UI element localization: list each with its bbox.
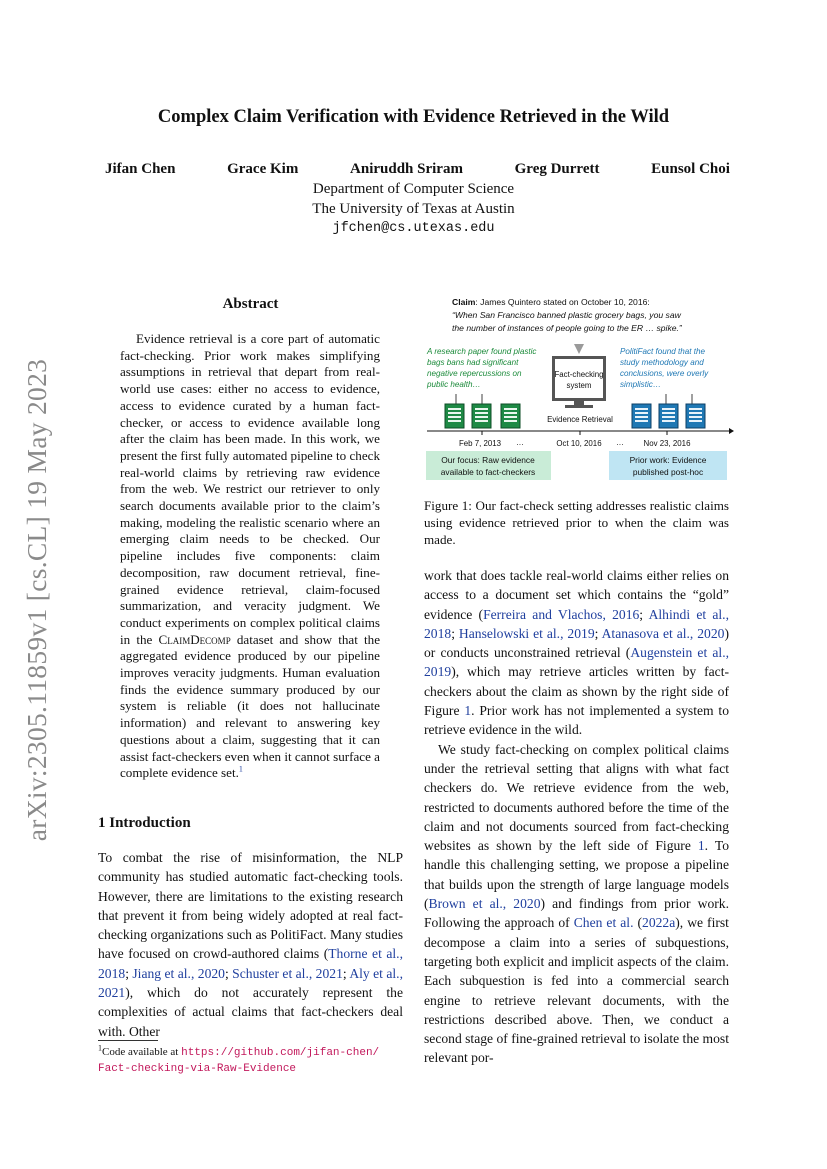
svg-text:negative repercussions on: negative repercussions on bbox=[427, 369, 522, 378]
author-email: jfchen@cs.utexas.edu bbox=[332, 221, 495, 236]
timeline-date: Oct 10, 2016 bbox=[556, 439, 602, 448]
figure-quote-line: the number of instances of people going to the ER … spike.” bbox=[452, 323, 682, 333]
paper-title: Complex Claim Verification with Evidence Retrieved in the Wild bbox=[157, 107, 670, 127]
timeline-ellipsis: … bbox=[516, 438, 524, 447]
document-icon bbox=[659, 404, 678, 428]
footnote-mark[interactable]: 1 bbox=[238, 764, 243, 774]
abstract-body: Evidence retrieval is a core part of automatic fact-checking. Prior work makes simplifying assumptions in retrieval that depart from real-world use cases: either no access to evidence, access to evidence curated by a human fact-checker, or access to evidence available long after the claim has been made. In this work, we present the first fully automated pipeline to check real-world claims by retrieving raw evidence from the web. We restrict our retriever to only search documents available prior to the claim’s making, modeling the realistic scenario where an emerging claim needs to be checked. Our pipeline includes five components: claim decomposition, raw document retrieval, fine-grained evidence retrieval, claim-focused summarization, and veracity judgment. We conduct experiments on complex political claims in the ClaimDecomp dataset and show that the aggregated evidence produced by our pipeline improves veracity judgments. Human evaluation finds the evidence summary produced by our system is reliable (it does not hallucinate information) and relevant to answering key questions about a claim, suggesting that it can assist fact-checkers even when it cannot surface a complete evidence set.$^1$ bbox=[120, 331, 381, 781]
author-name: Grace Kim bbox=[227, 161, 299, 177]
right-column-text: work that does tackle real-world claims either relies on access to a document set which contains the “gold” evidence (Ferreira and Vlachos, 2016; Alhindi et al., 2018; Hanselowski et al., 2019; Atanasova et al., 2020) or conducts unconstrained retrieval (Augenstein et al., 2019), which may retrieve articles written by fact-checkers about the claim as shown by the right side of Figure 1. Prior work has not implemented a system to retrieve evidence in the wild. We study fact-checking on complex political claims under the retrieval setting that aligns with what fact checkers do. We retrieve evidence from the web, restricted to documents authored before the time of the claim and not documents sourced from fact-checking websites as shown by the left side of Figure 1. To handle this challenging setting, we propose a pipeline that builds upon the strength of large language models (Brown et al., 2020) and findings from prior work. Following the approach of Chen et al. (2022a), we first decompose a claim into a series of subquestions, targeting both explicit and implicit aspects of the claim. Each subquestion is fed into a commercial search engine to retrieve relevant documents, with the restrictions described above. Then, we conduct a second stage of fine-grained retrieval to isolate the most relevant por- bbox=[424, 568, 729, 1066]
timeline-date: Nov 23, 2016 bbox=[643, 439, 691, 448]
citation-link[interactable]: Chen et al. bbox=[573, 915, 634, 931]
author-name: Aniruddh Sriram bbox=[350, 161, 463, 177]
timeline-date: Feb 7, 2013 bbox=[458, 439, 502, 448]
system-label: Fact-checking bbox=[554, 370, 604, 379]
document-icon bbox=[501, 404, 520, 428]
citation-link[interactable]: Aly et al., 2021 bbox=[98, 965, 403, 1001]
svg-text:simplistic…: simplistic… bbox=[620, 380, 661, 389]
affiliation-university: The University of Texas at Austin bbox=[312, 201, 515, 217]
footnote: $^1$Code available at https://github.com/jifan-chen/ Fact-checking-via-Raw-Evidence bbox=[98, 1043, 380, 1075]
citation-link[interactable]: Jiang et al., 2020 bbox=[132, 965, 225, 981]
focus-box-label: Prior work: Evidence bbox=[629, 455, 707, 465]
citation-link[interactable]: Thorne et al., 2018 bbox=[98, 946, 403, 981]
introduction-text: To combat the rise of misinformation, the NLP community has studied automatic fact-checking tools. However, there are limitations to the existing research that prevent it from being widely adopted at real fact-checking organizations such as PolitiFact. Many studies have focused on crowd-authored claims (Thorne et al., 2018; Jiang et al., 2020; Schuster et al., 2021; Aly et al., 2021), which do not accurately represent the complexities of actual claims that fact-checkers deal with. Other bbox=[98, 850, 403, 1039]
document-icon bbox=[686, 404, 705, 428]
system-label: system bbox=[566, 381, 592, 390]
affiliation-dept: Department of Computer Science bbox=[312, 181, 515, 197]
figure-quote-line: “When San Francisco banned plastic grocery bags, you saw bbox=[452, 310, 681, 320]
svg-text:Claim: James Quintero stated o bbox=[452, 297, 650, 307]
code-url-link-cont[interactable]: Fact-checking-via-Raw-Evidence bbox=[98, 1062, 297, 1075]
svg-text:public health…: public health… bbox=[427, 380, 481, 389]
focus-box-label: available to fact-checkers bbox=[440, 467, 536, 477]
timeline-ellipsis: … bbox=[616, 438, 624, 447]
author-name: Eunsol Choi bbox=[651, 161, 730, 177]
figure-claim-label: Claim bbox=[452, 297, 476, 307]
document-icon bbox=[632, 404, 651, 428]
dataset-name: ClaimDecomp bbox=[158, 631, 231, 647]
figure-caption: Figure 1: Our fact-check setting addresses realistic claims using evidence retrieved prior to when the claim was made. bbox=[424, 498, 729, 548]
down-arrow-icon bbox=[574, 344, 584, 354]
citation-link[interactable]: Brown et al., 2020 bbox=[428, 896, 541, 912]
figure-claim-text: : James Quintero stated on October 10, 2016: bbox=[475, 297, 650, 307]
svg-text:conclusions, were overly: conclusions, were overly bbox=[620, 369, 709, 378]
citation-link[interactable]: Hanselowski et al., 2019 bbox=[458, 625, 595, 641]
author-list bbox=[105, 161, 730, 178]
figure-ref-link[interactable]: 1 bbox=[697, 838, 705, 854]
section-heading-introduction: 1 Introduction bbox=[98, 815, 191, 831]
svg-text:A research paper found plastic: A research paper found plastic bbox=[427, 347, 537, 356]
author-name: Greg Durrett bbox=[514, 161, 600, 177]
citation-link[interactable]: Augenstein et al., 2019 bbox=[424, 645, 729, 680]
document-icon bbox=[445, 404, 464, 428]
figure-left-note bbox=[426, 347, 536, 389]
arxiv-stamp: arXiv:2305.11859v1 [cs.CL] 19 May 2023 bbox=[21, 358, 52, 842]
figure-ref-link[interactable]: 1 bbox=[464, 703, 472, 719]
document-icon-group-right bbox=[632, 394, 705, 428]
figure-1 bbox=[424, 291, 734, 491]
citation-link[interactable]: Schuster et al., 2021 bbox=[232, 965, 343, 981]
focus-box-label: published post-hoc bbox=[632, 467, 704, 477]
citation-link[interactable]: Atanasova et al., 2020 bbox=[601, 625, 725, 641]
document-icon-group-left bbox=[445, 394, 520, 428]
citation-link[interactable]: 2022a bbox=[642, 915, 676, 931]
abstract-heading: Abstract bbox=[222, 296, 279, 312]
code-url-link[interactable]: https://github.com/jifan-chen/ bbox=[181, 1047, 380, 1059]
evidence-retrieval-label: Evidence Retrieval bbox=[547, 415, 613, 424]
figure-right-note bbox=[620, 347, 709, 389]
footnote-divider bbox=[98, 1040, 158, 1041]
svg-text:PolitiFact found that the: PolitiFact found that the bbox=[620, 347, 706, 356]
svg-text:bags bans had significant: bags bans had significant bbox=[427, 358, 519, 367]
author-name: Jifan Chen bbox=[105, 161, 176, 177]
timeline-axis bbox=[427, 428, 734, 435]
svg-text:study methodology and: study methodology and bbox=[620, 358, 704, 367]
citation-link[interactable]: Alhindi et al., 2018 bbox=[424, 606, 729, 641]
citation-link[interactable]: Ferreira and Vlachos, 2016 bbox=[483, 606, 640, 622]
focus-box-label: Our focus: Raw evidence bbox=[441, 455, 535, 465]
document-icon bbox=[472, 404, 491, 428]
